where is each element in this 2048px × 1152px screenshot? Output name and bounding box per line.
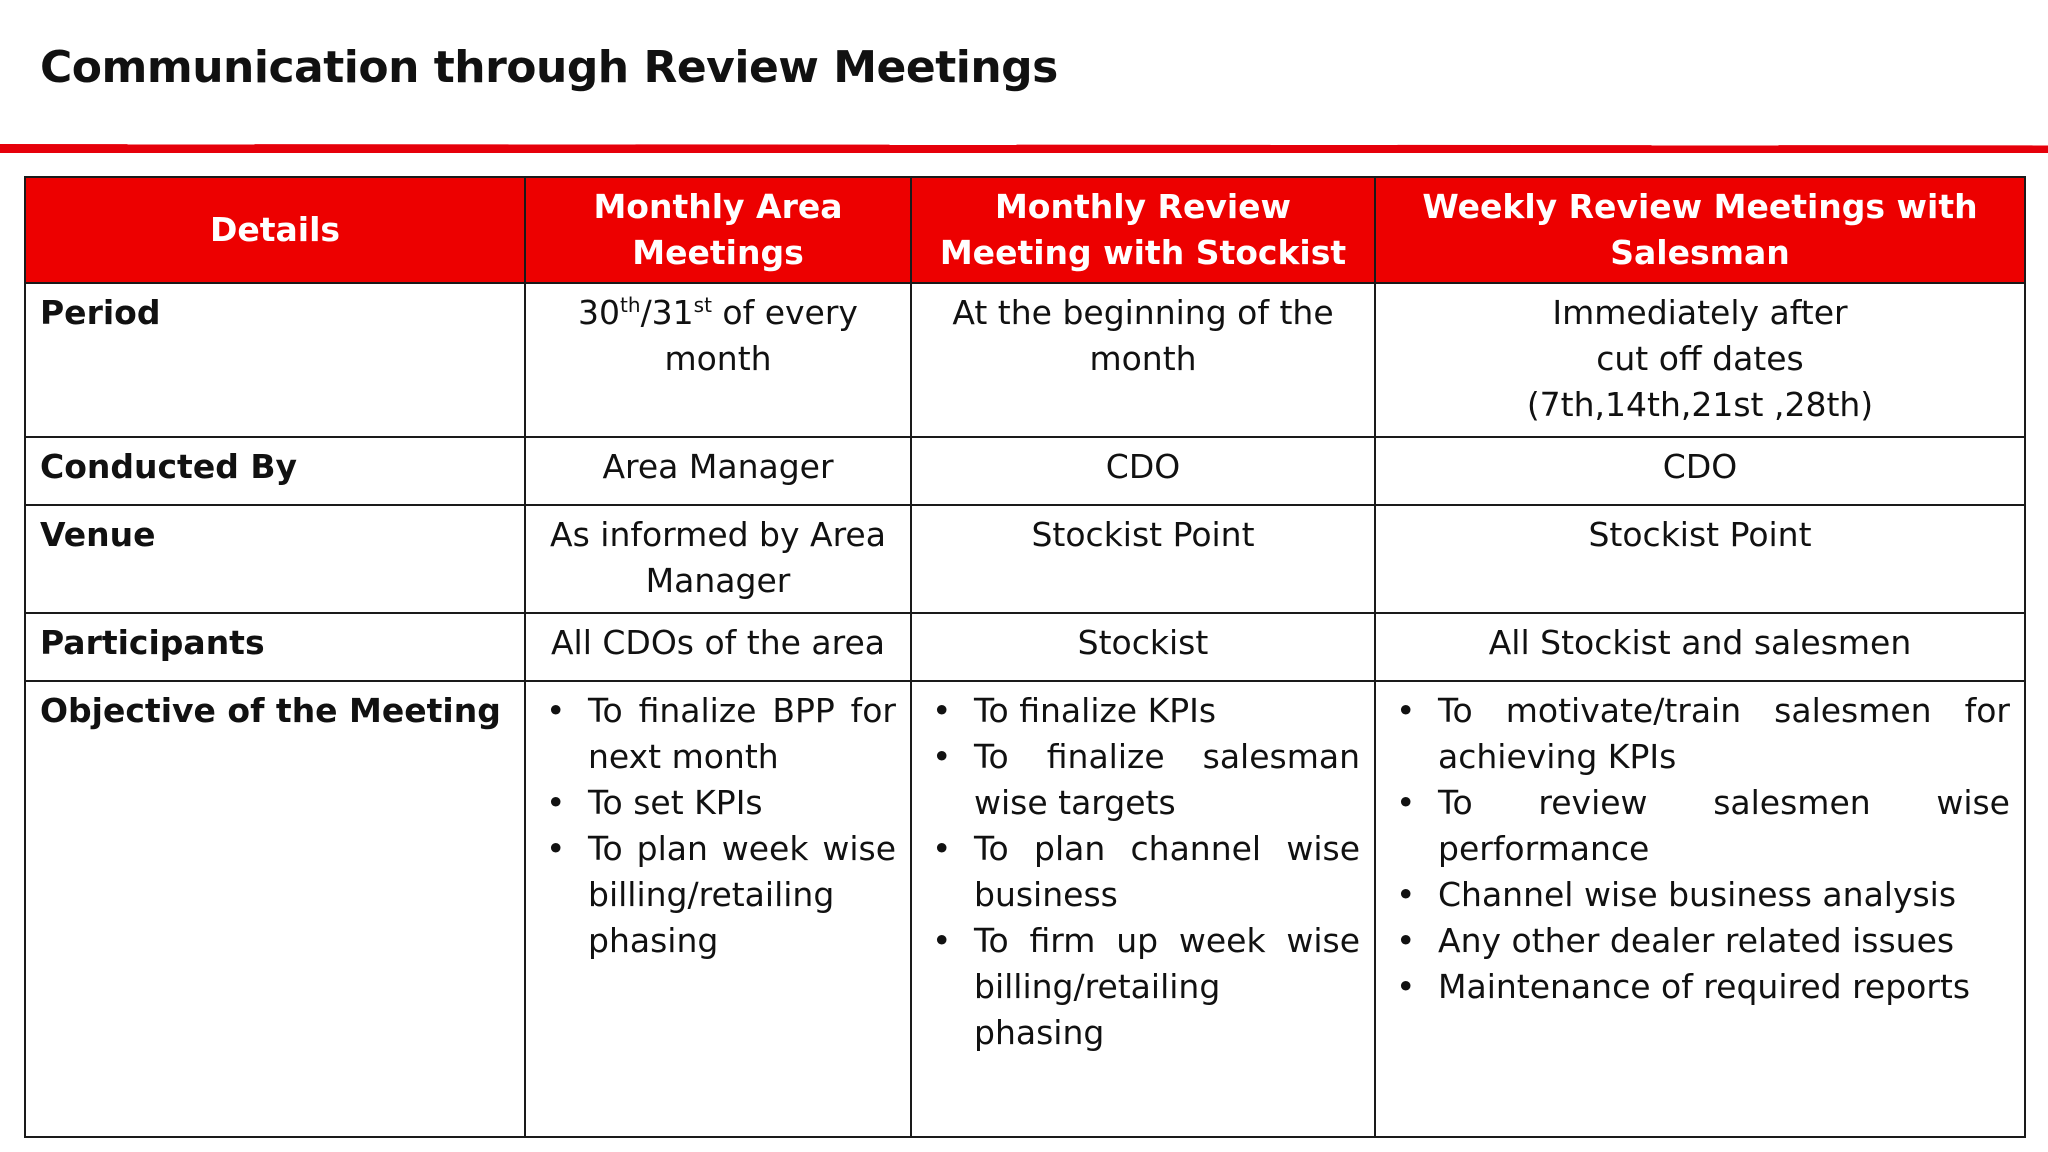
list-item-text: Maintenance of required reports — [1438, 967, 1971, 1006]
period-weekly-salesman — [1375, 283, 2025, 437]
review-meetings-table — [24, 176, 2026, 1138]
title-underline-rule — [0, 144, 2048, 153]
row-label-period: Period — [25, 283, 525, 437]
list-item-text: To review salesmen wise performance — [1438, 783, 2010, 868]
period-weekly-line-3: (7th,14th,21st ,28th) — [1526, 385, 1874, 424]
list-item-text: To plan channel wise business — [974, 829, 1360, 914]
bullet-icon: • — [932, 829, 952, 868]
table-row-objective — [25, 681, 2025, 1137]
bullet-icon: • — [1396, 783, 1416, 822]
objective-list-monthly-area — [540, 688, 896, 964]
objective-monthly-area — [525, 681, 911, 1137]
table-header-row — [25, 177, 2025, 283]
list-item — [926, 688, 1360, 734]
list-item — [1390, 688, 2010, 780]
conducted-monthly-area: Area Manager — [525, 437, 911, 505]
conducted-weekly-salesman: CDO — [1375, 437, 2025, 505]
list-item — [540, 780, 896, 826]
conducted-monthly-stockist: CDO — [911, 437, 1375, 505]
list-item — [1390, 872, 2010, 918]
list-item-text: To motivate/train salesmen for achieving KPIs — [1438, 691, 2010, 776]
objective-list-weekly-salesman — [1390, 688, 2010, 1010]
venue-monthly-stockist: Stockist Point — [911, 505, 1375, 613]
objective-weekly-salesman — [1375, 681, 2025, 1137]
list-item — [1390, 780, 2010, 872]
objective-list-monthly-stockist — [926, 688, 1360, 1056]
header-details: Details — [25, 177, 525, 283]
objective-monthly-stockist — [911, 681, 1375, 1137]
list-item — [926, 826, 1360, 918]
bullet-icon: • — [1396, 691, 1416, 730]
list-item-text: To finalize KPIs — [974, 691, 1217, 730]
period-monthly-area — [525, 283, 911, 437]
list-item — [926, 918, 1360, 1056]
venue-monthly-area: As informed by Area Manager — [525, 505, 911, 613]
list-item-text: To finalize salesman wise targets — [974, 737, 1360, 822]
header-weekly-review-salesman: Weekly Review Meetings with Salesman — [1375, 177, 2025, 283]
participants-monthly-stockist: Stockist — [911, 613, 1375, 681]
bullet-icon: • — [1396, 921, 1416, 960]
period-day-rest: of every month — [664, 293, 858, 378]
list-item — [540, 688, 896, 780]
bullet-icon: • — [546, 783, 566, 822]
row-label-venue: Venue — [25, 505, 525, 613]
period-monthly-stockist: At the beginning of the month — [911, 283, 1375, 437]
header-monthly-area-meetings: Monthly Area Meetings — [525, 177, 911, 283]
bullet-icon: • — [1396, 875, 1416, 914]
period-day-a: 30 — [578, 293, 621, 332]
participants-weekly-salesman: All Stockist and salesmen — [1375, 613, 2025, 681]
table-row-participants — [25, 613, 2025, 681]
list-item-text: To finalize BPP for next month — [588, 691, 896, 776]
list-item-text: To set KPIs — [588, 783, 763, 822]
bullet-icon: • — [1396, 967, 1416, 1006]
bullet-icon: • — [932, 737, 952, 776]
list-item — [540, 826, 896, 964]
bullet-icon: • — [546, 829, 566, 868]
table-row-period — [25, 283, 2025, 437]
row-label-participants: Participants — [25, 613, 525, 681]
list-item — [1390, 964, 2010, 1010]
list-item-text: Channel wise business analysis — [1438, 875, 1957, 914]
venue-weekly-salesman: Stockist Point — [1375, 505, 2025, 613]
period-day-a-suffix: th — [620, 293, 641, 317]
list-item-text: Any other dealer related issues — [1438, 921, 1955, 960]
list-item — [926, 734, 1360, 826]
bullet-icon: • — [932, 921, 952, 960]
period-day-b: /31 — [640, 293, 694, 332]
bullet-icon: • — [932, 691, 952, 730]
participants-monthly-area: All CDOs of the area — [525, 613, 911, 681]
table-row-venue — [25, 505, 2025, 613]
header-monthly-review-stockist: Monthly Review Meeting with Stockist — [911, 177, 1375, 283]
period-day-b-suffix: st — [693, 293, 712, 317]
period-weekly-line-1: Immediately after — [1552, 293, 1848, 332]
row-label-conducted-by: Conducted By — [25, 437, 525, 505]
slide-title: Communication through Review Meetings — [40, 42, 1058, 93]
list-item — [1390, 918, 2010, 964]
period-weekly-line-2: cut off dates — [1596, 339, 1804, 378]
list-item-text: To firm up week wise billing/retailing phasing — [974, 921, 1360, 1052]
row-label-objective: Objective of the Meeting — [25, 681, 525, 1137]
table-row-conducted-by — [25, 437, 2025, 505]
list-item-text: To plan week wise billing/retailing phasing — [588, 829, 896, 960]
bullet-icon: • — [546, 691, 566, 730]
